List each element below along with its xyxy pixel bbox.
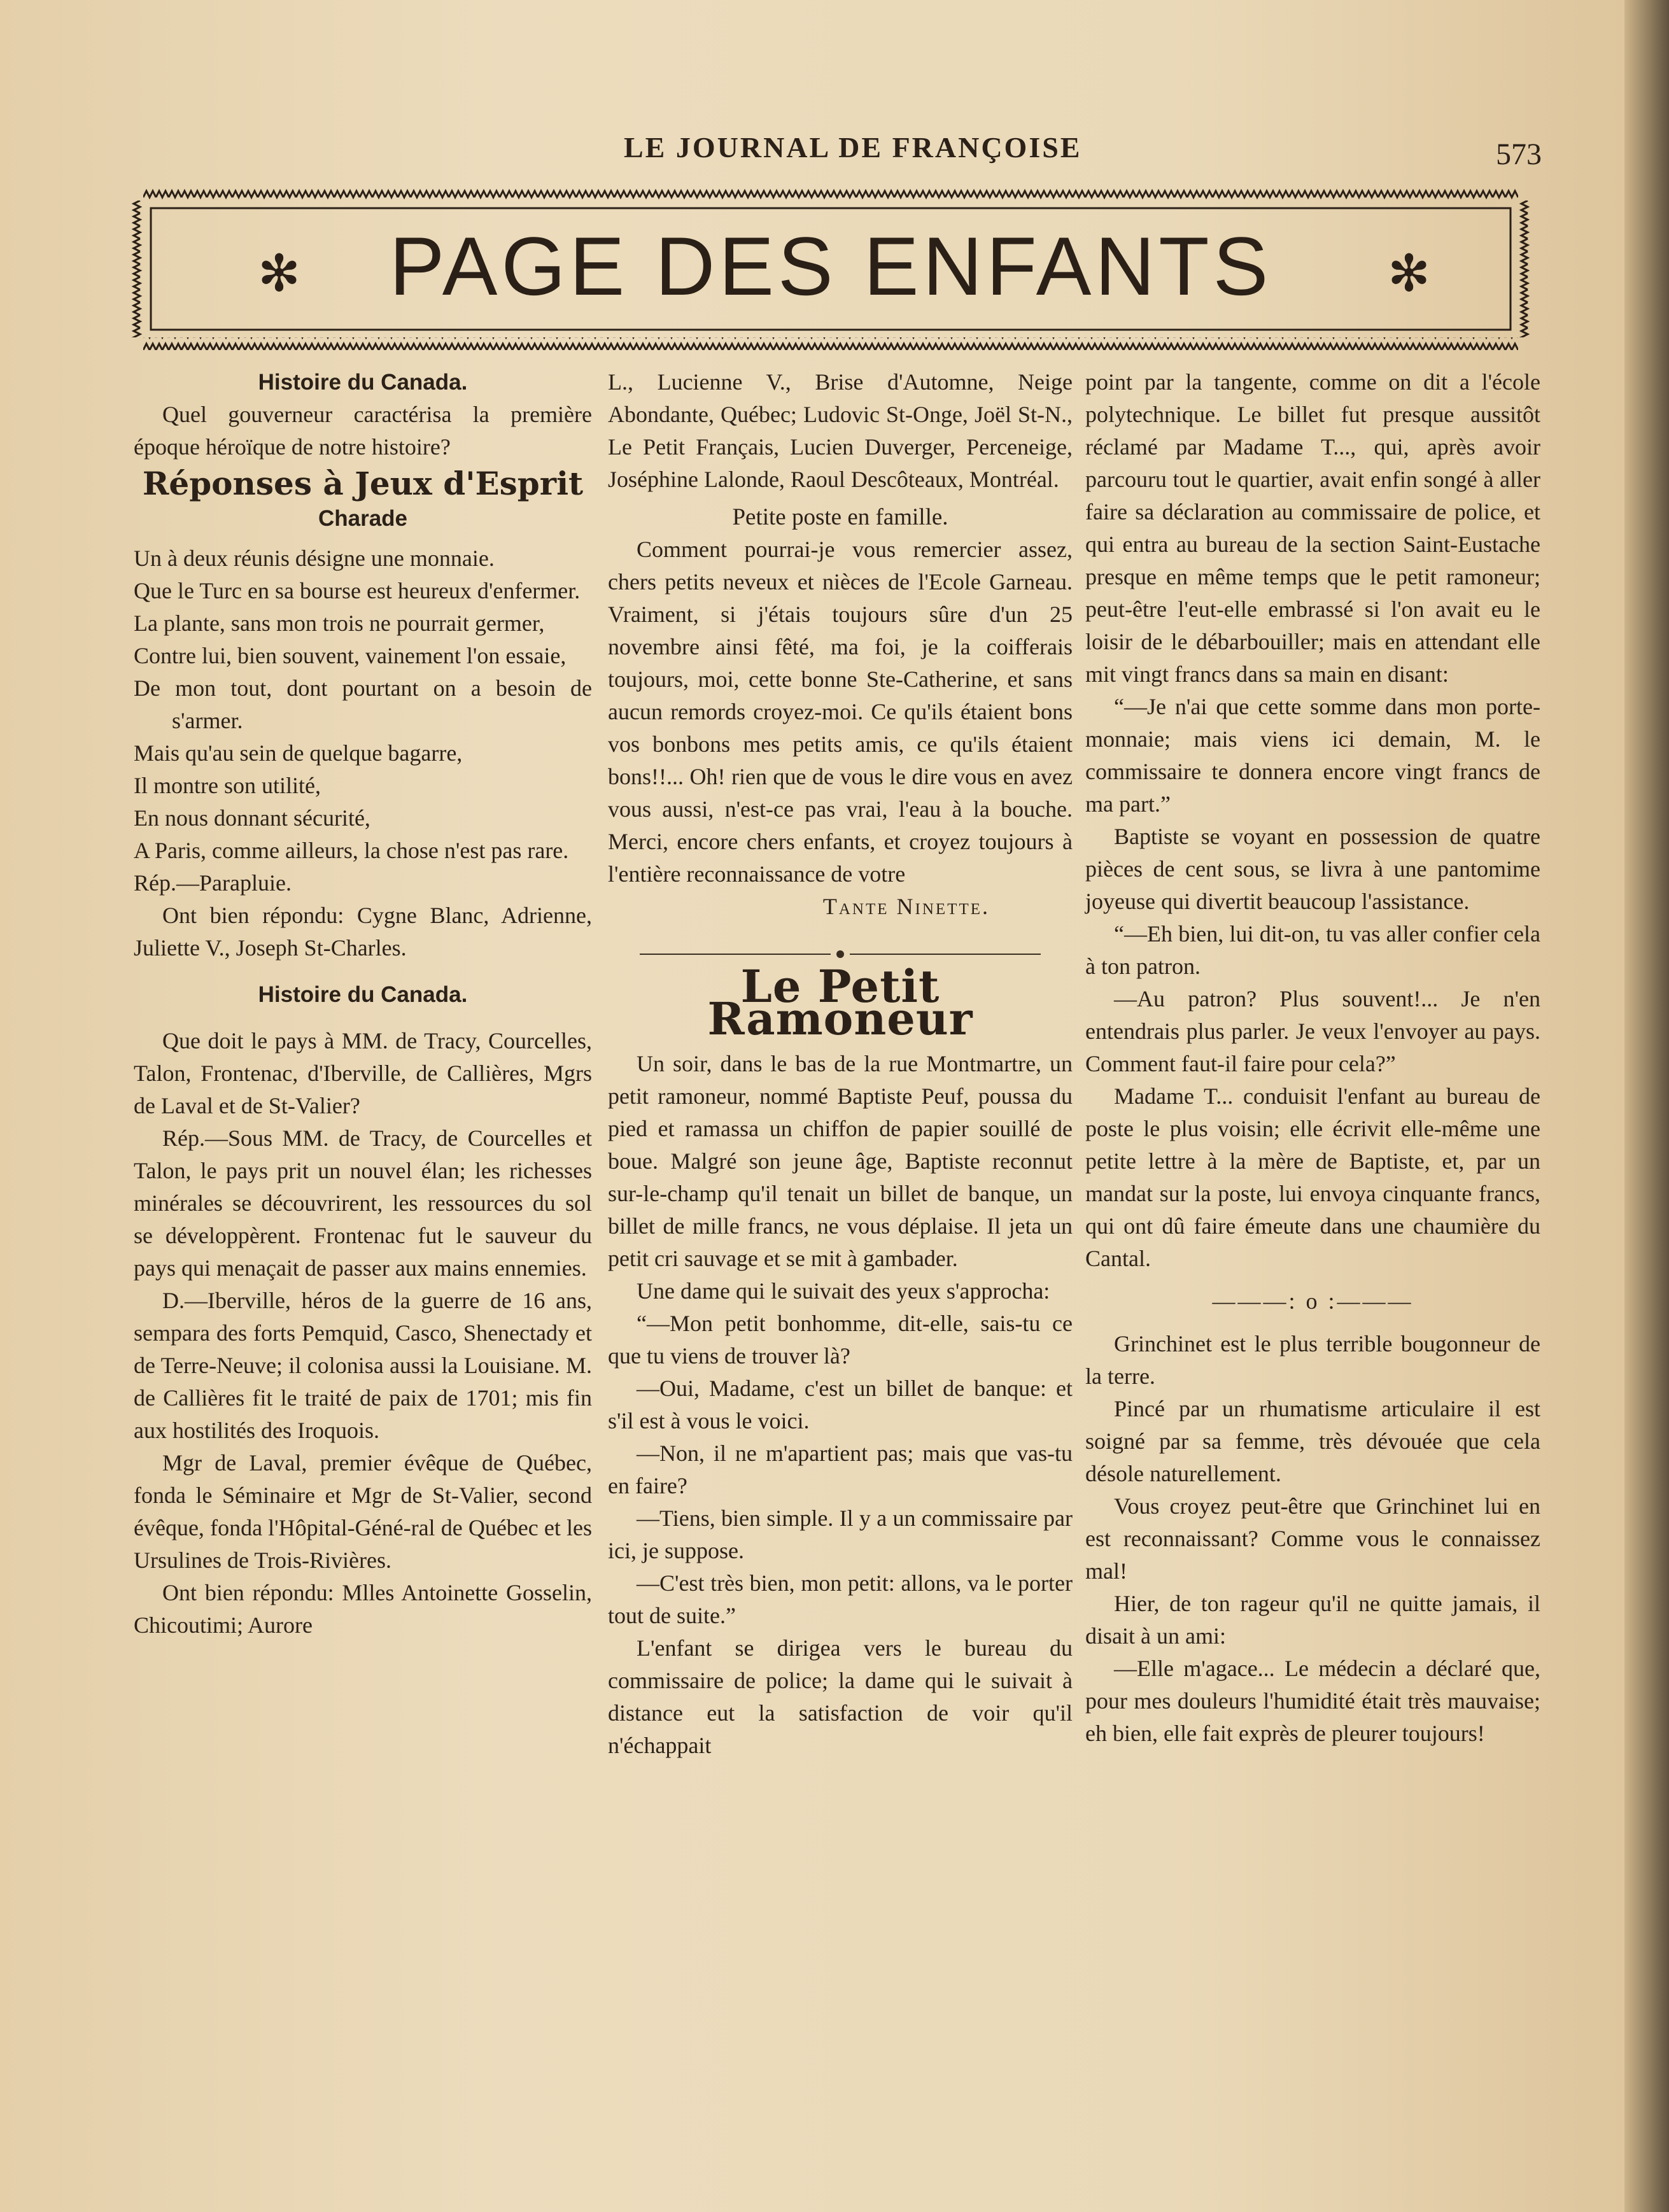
verse-line: La plante, sans mon trois ne pourrait germer, bbox=[134, 610, 545, 636]
running-head bbox=[0, 130, 1669, 169]
story-paragraph: —Tiens, bien simple. Il y a un commissaire par ici, je suppose. bbox=[608, 1505, 1073, 1563]
journal-title: LE JOURNAL DE FRANÇOISE bbox=[624, 131, 1082, 164]
story-paragraph: “—Mon petit bonhomme, dit-elle, sais-tu ce que tu viens de trouver là? bbox=[608, 1311, 1073, 1369]
anecdote-paragraph: Pincé par un rhumatisme articulaire il est soigné par sa femme, très dévouée que cela désole naturellement. bbox=[1085, 1396, 1540, 1486]
anecdote-paragraph: Vous croyez peut-être que Grinchinet lui en est reconnaissant? Comme vous le connaissez mal! bbox=[1085, 1493, 1540, 1584]
question-1: Quel gouverneur caractérisa la première époque héroïque de notre histoire? bbox=[134, 402, 592, 460]
story-paragraph: —Oui, Madame, c'est un billet de banque: et s'il est à vous le voici. bbox=[608, 1376, 1073, 1434]
story-paragraph: —C'est très bien, mon petit: allons, va le porter tout de suite.” bbox=[608, 1570, 1073, 1628]
story-paragraph: “—Eh bien, lui dit-on, tu vas aller confier cela à ton patron. bbox=[1085, 921, 1540, 979]
letter-text: Comment pourrai-je vous remercier assez, chers petits neveux et nièces de l'Ecole Garneau. Vraiment, si j'étais toujours sûre d'un 25 novembre ainsi fêté, ma foi, je la coifferais toujours, moi, cette bonne Ste-Catherine, et sans aucun remords croyez-moi. Ce qu'ils étaient bons vos bonbons mes petits amis, ce qu'ils étaient bons!!... Oh! rien que de vous le dire vous en avez vous aussi, n'est-ce pas vrai, l'eau à la bouche. Merci, encore chers enfants, et croyez toujours à l'entière reconnaissance de votre bbox=[608, 537, 1073, 887]
page-number: 573 bbox=[1496, 137, 1542, 171]
story-paragraph: Une dame qui le suivait des yeux s'approcha: bbox=[637, 1278, 1050, 1304]
column-3 bbox=[1085, 366, 1540, 1750]
ornamental-rule bbox=[608, 936, 1073, 948]
d-iberville: D.—Iberville, héros de la guerre de 16 ans, sempara des forts Pemquid, Casco, Shenectady et de Terre-Neuve; il colonisa aussi la Louisiane. M. de Callières fit le traité de paix de 1701; mis fin aux hostilités des Iroquois. bbox=[134, 1288, 592, 1443]
verse-line: A Paris, comme ailleurs, la chose n'est pas rare. bbox=[134, 838, 569, 863]
signature: Tante Ninette. bbox=[822, 894, 990, 919]
anecdote-paragraph: —Elle m'agace... Le médecin a déclaré que, pour mes douleurs l'humidité était très mauvaise; eh bien, elle fait exprès de pleurer toujours! bbox=[1085, 1656, 1540, 1746]
verse-line: Rép.—Parapluie. bbox=[134, 870, 292, 896]
star-right-icon: ✻ bbox=[1388, 244, 1431, 303]
heading-reponses: Réponses à Jeux d'Esprit bbox=[142, 465, 584, 502]
heading-histoire-canada: Histoire du Canada. bbox=[258, 370, 468, 395]
book-spine bbox=[1624, 0, 1669, 2212]
verse-line: Un à deux réunis désigne une monnaie. bbox=[134, 546, 495, 571]
story-paragraph: L'enfant se dirigea vers le bureau du commissaire de police; la dame qui le suivait à distance eut la satisfaction de voir qu'il n'échappait bbox=[608, 1635, 1073, 1758]
verse-line: Il montre son utilité, bbox=[134, 773, 321, 798]
names-list: L., Lucienne V., Brise d'Automne, Neige Abondante, Québec; Ludovic St-Onge, Joël St-N., Le Petit Français, Lucien Duverger, Perceneige, Joséphine Lalonde, Raoul Descôteaux, Montréal. bbox=[608, 369, 1073, 492]
verse-line: Mais qu'au sein de quelque bagarre, bbox=[134, 740, 463, 766]
verse-line: Que le Turc en sa bourse est heureux d'enfermer. bbox=[134, 578, 581, 603]
column-1 bbox=[134, 366, 592, 1642]
story-paragraph: “—Je n'ai que cette somme dans mon porte-monnaie; mais viens ici demain, M. le commissaire te donnera encore vingt francs de ma part.” bbox=[1085, 694, 1540, 817]
story-paragraph: Madame T... conduisit l'enfant au bureau de poste le plus voisin; elle écrivit elle-même une petite lettre à la mère de Baptiste, et, par un mandat sur la poste, lui envoya cinquante francs, qui ont dû faire émeute dans une chaumière du Cantal. bbox=[1085, 1083, 1540, 1271]
banner bbox=[130, 188, 1531, 350]
anecdote-paragraph: Hier, de ton rageur qu'il ne quitte jamais, il disait à un ami: bbox=[1085, 1591, 1540, 1649]
column-2 bbox=[608, 366, 1073, 1762]
heading-charade: Charade bbox=[318, 506, 408, 531]
story-title: Le Petit Ramoneur bbox=[707, 960, 973, 1045]
heading-petite-poste: Petite poste en famille. bbox=[732, 504, 948, 530]
verse-line: De mon tout, dont pourtant on a besoin de s'armer. bbox=[134, 675, 592, 733]
mgr-laval: Mgr de Laval, premier évêque de Québec, fonda le Séminaire et Mgr de St-Valier, second évêque, fonda l'Hôpital-Géné-ral de Québec et les Ursulines de Trois-Rivières. bbox=[134, 1450, 592, 1573]
banner-title: PAGE DES ENFANTS bbox=[389, 220, 1272, 313]
question-2: Que doit le pays à MM. de Tracy, Courcelles, Talon, Frontenac, d'Iberville, de Callières, Mgrs de Laval et de St-Valier? bbox=[134, 1028, 592, 1118]
verse-line: En nous donnant sécurité, bbox=[134, 805, 370, 831]
reponse-2: Rép.—Sous MM. de Tracy, de Courcelles et Talon, le pays prit un nouvel élan; les richesses minérales se découvrirent, les ressources du sol se développèrent. Frontenac fut le sauveur du pays qui menaçait de passer aux mains ennemies. bbox=[134, 1125, 592, 1281]
answered-1: Ont bien répondu: Cygne Blanc, Adrienne, Juliette V., Joseph St-Charles. bbox=[134, 903, 592, 961]
star-left-icon: ✻ bbox=[258, 244, 301, 303]
separator: ———: o :——— bbox=[1212, 1288, 1414, 1314]
story-paragraph: —Au patron? Plus souvent!... Je n'en entendrais plus parler. Je veux l'envoyer au pays. Comment faut-il faire pour cela?” bbox=[1085, 986, 1540, 1076]
answered-2: Ont bien répondu: Mlles Antoinette Gosselin, Chicoutimi; Aurore bbox=[134, 1580, 592, 1638]
verse-line: Contre lui, bien souvent, vainement l'on essaie, bbox=[134, 643, 567, 668]
story-paragraph: point par la tangente, comme on dit a l'école polytechnique. Le billet fut presque aussitôt réclamé par Madame T..., qui, après avoir parcouru tout le quartier, avait enfin songé à aller faire sa déclaration au commissaire de police, et qui entra au bureau de la section Saint-Eustache presque en même temps que le petit ramoneur; peut-être l'eut-elle embrassé si l'on avait eu le loisir de le débarbouiller; mais en attendant elle mit vingt francs dans sa main en disant: bbox=[1085, 369, 1540, 687]
story-paragraph: Baptiste se voyant en possession de quatre pièces de cent sous, se livra à une pantomime joyeuse qui divertit beaucoup l'assistance. bbox=[1085, 824, 1540, 914]
story-paragraph: —Non, il ne m'apartient pas; mais que vas-tu en faire? bbox=[608, 1441, 1073, 1498]
anecdote-paragraph: Grinchinet est le plus terrible bougonneur de la terre. bbox=[1085, 1331, 1540, 1389]
heading-histoire-canada-2: Histoire du Canada. bbox=[258, 982, 468, 1007]
story-paragraph: Un soir, dans le bas de la rue Montmartre, un petit ramoneur, nommé Baptiste Peuf, poussa du pied et ramassa un chiffon de papier souillé de boue. Malgré son jeune âge, Baptiste reconnut sur-le-champ qu'il tenait un billet de banque, un billet de mille francs, ne vous déplaise. Il jeta un petit cri sauvage et se mit à gambader. bbox=[608, 1051, 1073, 1271]
